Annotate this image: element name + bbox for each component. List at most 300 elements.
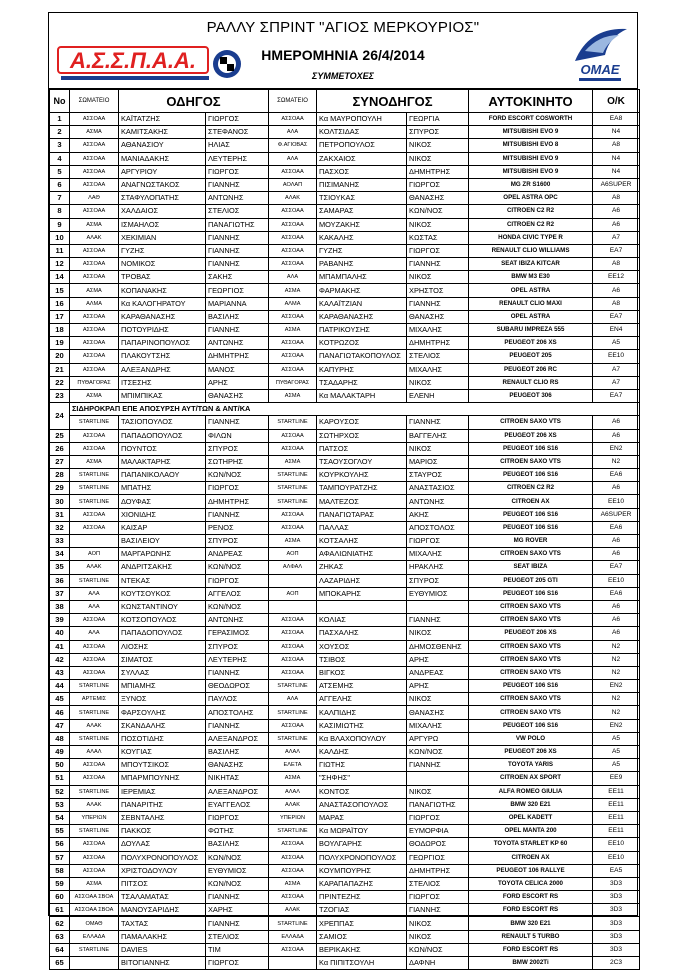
class-code: A6 — [593, 205, 640, 218]
class-code: EE10 — [593, 838, 640, 851]
document-header — [49, 13, 637, 89]
car-model: CITROEN SAXO VTS — [469, 640, 593, 653]
codriver-club: ΑΣΣΟΑΑ — [269, 666, 317, 679]
driver-firstname: ΑΛΕΞΑΝΔΡΟΣ — [206, 785, 269, 798]
driver-club: STARTLINE — [70, 825, 119, 838]
codriver-club — [269, 574, 317, 587]
codriver-club: STARTLINE — [269, 416, 317, 429]
entry-number: 12 — [50, 258, 70, 271]
codriver-surname: ΚΑΡΑΠΑΠΑΖΗΣ — [317, 877, 407, 890]
entry-number: 1 — [50, 113, 70, 126]
codriver-firstname: ΑΚΗΣ — [407, 508, 469, 521]
driver-club: ΑΛΜΑ — [70, 297, 119, 310]
driver-surname: ΠΙΤΣΟΣ — [119, 877, 206, 890]
table-row — [50, 363, 640, 376]
table-row — [50, 205, 640, 218]
entry-number: 43 — [50, 666, 70, 679]
codriver-surname: ΖΑΚΧΑΙΟΣ — [317, 152, 407, 165]
codriver-club: ΑΣΣΟΑΑ — [269, 614, 317, 627]
entry-number: 32 — [50, 521, 70, 534]
driver-firstname: ΑΝΤΩΝΗΣ — [206, 337, 269, 350]
codriver-club: ΑΣΣΟΑΑ — [269, 113, 317, 126]
codriver-surname: Κα ΒΛΑΧΟΠΟΥΛΟΥ — [317, 732, 407, 745]
table-row — [50, 442, 640, 455]
driver-surname: ΚΑΡΑΘΑΝΑΣΗΣ — [119, 310, 206, 323]
class-code: 3D3 — [593, 930, 640, 943]
driver-firstname: ΓΙΑΝΝΗΣ — [206, 244, 269, 257]
driver-firstname: ΛΕΥΤΕΡΗΣ — [206, 653, 269, 666]
codriver-club: ΑΣΣΟΑΑ — [269, 640, 317, 653]
driver-club: STARTLINE — [70, 416, 119, 429]
class-code: EA7 — [593, 310, 640, 323]
table-row — [50, 587, 640, 600]
entry-number: 41 — [50, 640, 70, 653]
table-header-row — [50, 90, 640, 113]
codriver-surname: ΤΣΑΔΑΡΗΣ — [317, 376, 407, 389]
driver-firstname: ΓΙΩΡΓΟΣ — [206, 165, 269, 178]
car-model: CITROEN SAXO VTS — [469, 455, 593, 468]
class-code: EA7 — [593, 244, 640, 257]
codriver-club: ΑΣΜΑ — [269, 284, 317, 297]
class-code: N4 — [593, 126, 640, 139]
sponsor-note: ΣΙΔΗΡΟΚΡΑΠ ΕΠΕ ΑΠΟΣΥΡΣΗ ΑΥΤ/ΤΩΝ & ΑΝΤ/ΚΑ — [70, 403, 640, 416]
entry-number: 63 — [50, 930, 70, 943]
car-model: SUBARU IMPREZA 555 — [469, 324, 593, 337]
codriver-club: STARTLINE — [269, 482, 317, 495]
entry-number: 24 — [50, 403, 70, 429]
table-row — [50, 614, 640, 627]
codriver-surname: ΠΑΣΧΑΛΗΣ — [317, 627, 407, 640]
driver-club: ΟΜΑΘ — [70, 917, 119, 930]
table-row — [50, 719, 640, 732]
table-row — [50, 574, 640, 587]
entry-number: 50 — [50, 759, 70, 772]
codriver-surname: ΚΟΥΡΚΟΥΛΗΣ — [317, 469, 407, 482]
entry-number: 54 — [50, 811, 70, 824]
driver-surname: ΚΑΜΙΤΣΑΚΗΣ — [119, 126, 206, 139]
car-model: CITROEN SAXO VTS — [469, 600, 593, 613]
codriver-firstname: ΑΝΑΣΤΑΣΙΟΣ — [407, 482, 469, 495]
driver-firstname: ΓΙΩΡΓΟΣ — [206, 482, 269, 495]
codriver-club: ΑΣΣΟΑΑ — [269, 508, 317, 521]
driver-surname: ΚΟΥΤΣΟΥΚΟΣ — [119, 587, 206, 600]
entry-number: 58 — [50, 864, 70, 877]
codriver-surname: ΛΑΖΑΡΙΔΗΣ — [317, 574, 407, 587]
entry-number: 4 — [50, 152, 70, 165]
car-model: BMW 2002Ti — [469, 957, 593, 970]
car-model: PEUGEOT 106 RALLYE — [469, 864, 593, 877]
driver-surname: ΤΡΟΒΑΣ — [119, 271, 206, 284]
car-model: OPEL KADETT — [469, 811, 593, 824]
car-model: SEAT IBIZA KITCAR — [469, 258, 593, 271]
codriver-surname: ΤΣΙΟΥΚΑΣ — [317, 192, 407, 205]
entry-number: 22 — [50, 376, 70, 389]
driver-firstname: ΠΑΥΛΟΣ — [206, 693, 269, 706]
driver-firstname: ΒΑΣΙΛΗΣ — [206, 746, 269, 759]
codriver-surname: ΧΟΥΣΟΣ — [317, 640, 407, 653]
entry-number: 30 — [50, 495, 70, 508]
driver-firstname: ΠΑΝΑΓΙΩΤΗΣ — [206, 218, 269, 231]
codriver-firstname: ΓΙΩΡΓΟΣ — [407, 891, 469, 904]
entry-number: 53 — [50, 798, 70, 811]
table-row — [50, 930, 640, 943]
codriver-club: ΕΛΕΤΑ — [269, 759, 317, 772]
entry-number: 48 — [50, 732, 70, 745]
driver-firstname: ΝΙΚΗΤΑΣ — [206, 772, 269, 785]
codriver-surname: ΧΡΕΠΠΑΣ — [317, 917, 407, 930]
driver-club: STARTLINE — [70, 482, 119, 495]
car-model: CITROEN SAXO VTS — [469, 693, 593, 706]
driver-club: ΥΠΕΡΙΩΝ — [70, 811, 119, 824]
driver-surname: ΧΙΟΝΙΔΗΣ — [119, 508, 206, 521]
codriver-club: ΑΣΣΟΑΑ — [269, 205, 317, 218]
driver-club: STARTLINE — [70, 732, 119, 745]
table-row — [50, 310, 640, 323]
driver-firstname: ΓΙΩΡΓΟΣ — [206, 811, 269, 824]
entry-number: 61 — [50, 904, 70, 917]
car-model: PEUGEOT 306 — [469, 389, 593, 402]
driver-club: ΑΛΑ — [70, 600, 119, 613]
driver-surname: ΚΑΪΤΑΤΖΗΣ — [119, 113, 206, 126]
codriver-club: ΑΣΣΟΑΑ — [269, 943, 317, 956]
driver-club: ΑΣΣΟΑΑ — [70, 508, 119, 521]
table-row — [50, 139, 640, 152]
table-row — [50, 561, 640, 574]
class-code: A7 — [593, 376, 640, 389]
driver-firstname: ΓΙΑΝΝΗΣ — [206, 719, 269, 732]
codriver-surname: ΠΑΛΛΑΣ — [317, 521, 407, 534]
codriver-club: ΑΣΣΟΑΑ — [269, 231, 317, 244]
driver-surname: ΜΠΑΤΗΣ — [119, 482, 206, 495]
table-row — [50, 218, 640, 231]
class-code: EE10 — [593, 851, 640, 864]
codriver-club: ΑΣΣΟΑΑ — [269, 337, 317, 350]
driver-surname: ΝΟΜΙΚΟΣ — [119, 258, 206, 271]
car-model: CITROEN SAXO VTS — [469, 653, 593, 666]
codriver-club: STARTLINE — [269, 469, 317, 482]
codriver-firstname: ΕΥΘΥΜΙΟΣ — [407, 587, 469, 600]
table-row — [50, 917, 640, 930]
codriver-surname: ΑΝΑΣΤΑΣΟΠΟΥΛΟΣ — [317, 798, 407, 811]
driver-firstname: ΜΑΡΙΑΝΝΑ — [206, 297, 269, 310]
driver-firstname: ΧΑΡΗΣ — [206, 904, 269, 917]
table-row — [50, 521, 640, 534]
class-code: EA6 — [593, 469, 640, 482]
table-row — [50, 152, 640, 165]
codriver-surname: ΣΑΜΙΟΣ — [317, 930, 407, 943]
table-row — [50, 772, 640, 785]
table-row — [50, 429, 640, 442]
class-code: 2C3 — [593, 957, 640, 970]
driver-club: ΑΣΜΑ — [70, 455, 119, 468]
codriver-surname: ΠΕΤΡΟΠΟΥΛΟΣ — [317, 139, 407, 152]
car-model: CITROEN SAXO VTS — [469, 614, 593, 627]
table-row — [50, 627, 640, 640]
entry-number: 3 — [50, 139, 70, 152]
car-model: HONDA CIVIC TYPE R — [469, 231, 593, 244]
codriver-club: ΑΣΣΟΑΑ — [269, 627, 317, 640]
driver-firstname: ΦΩΤΗΣ — [206, 825, 269, 838]
driver-club: ΑΣΣΟΑΑ ΣΒΟΑ — [70, 904, 119, 917]
table-row — [50, 746, 640, 759]
driver-surname: ΠΟΣΟΤΙΔΗΣ — [119, 732, 206, 745]
codriver-surname: ΚΑΛΔΗΣ — [317, 746, 407, 759]
codriver-club — [269, 600, 317, 613]
class-code: EA7 — [593, 561, 640, 574]
table-row — [50, 324, 640, 337]
col-club: ΣΩΜΑΤΕΙΟ — [70, 90, 119, 113]
codriver-surname: ΠΙΣΙΜΑΝΗΣ — [317, 178, 407, 191]
codriver-firstname: ΓΕΩΡΓΙΟΣ — [407, 851, 469, 864]
codriver-firstname: ΣΤΕΛΙΟΣ — [407, 350, 469, 363]
table-row — [50, 126, 640, 139]
codriver-surname: ΜΠΑΜΠΑΛΗΣ — [317, 271, 407, 284]
omae-logo — [569, 21, 631, 85]
class-code: A7 — [593, 363, 640, 376]
driver-firstname: ΑΝΤΩΝΗΣ — [206, 614, 269, 627]
driver-firstname: ΑΠΟΣΤΟΛΗΣ — [206, 706, 269, 719]
driver-club: ΑΛΑ — [70, 587, 119, 600]
codriver-firstname: ΓΙΑΝΝΗΣ — [407, 904, 469, 917]
codriver-club: ΑΣΣΟΑΑ — [269, 165, 317, 178]
codriver-firstname: ΑΠΟΣΤΟΛΟΣ — [407, 521, 469, 534]
entries-table — [49, 89, 640, 970]
codriver-surname: ΓΥΖΗΣ — [317, 244, 407, 257]
class-code: A5 — [593, 337, 640, 350]
codriver-surname: ΚΑΛΠΙΔΗΣ — [317, 706, 407, 719]
codriver-surname: ΑΦΑΛΙΩΝΙΑΤΗΣ — [317, 548, 407, 561]
driver-club: ΑΛΑΚ — [70, 798, 119, 811]
codriver-club — [269, 957, 317, 970]
class-code: A6 — [593, 218, 640, 231]
driver-firstname: ΣΤΕΛΙΟΣ — [206, 930, 269, 943]
driver-club: ΑΛΑΛ — [70, 746, 119, 759]
class-code: A8 — [593, 297, 640, 310]
driver-firstname: ΓΙΩΡΓΟΣ — [206, 113, 269, 126]
driver-club — [70, 957, 119, 970]
car-model: TOYOTA CELICA 2000 — [469, 877, 593, 890]
driver-firstname: ΘΑΝΑΣΗΣ — [206, 389, 269, 402]
codriver-club: ΑΣΣΟΑΑ — [269, 244, 317, 257]
driver-club: ΑΣΣΟΑΑ — [70, 851, 119, 864]
codriver-club: ΑΣΣΟΑΑ — [269, 258, 317, 271]
codriver-club: ΑΛΑ — [269, 152, 317, 165]
car-model: PEUGEOT 206 XS — [469, 337, 593, 350]
codriver-firstname: ΝΙΚΟΣ — [407, 917, 469, 930]
class-code: 3D3 — [593, 917, 640, 930]
driver-club: ΑΣΣΟΑΑ — [70, 324, 119, 337]
codriver-club: ΑΛΑ — [269, 126, 317, 139]
class-code: N2 — [593, 653, 640, 666]
driver-surname: ΤΣΑΛΑΜΑΤΑΣ — [119, 891, 206, 904]
driver-firstname: ΚΩΝ/ΝΟΣ — [206, 561, 269, 574]
car-model: MG ROVER — [469, 535, 593, 548]
entry-number: 64 — [50, 943, 70, 956]
table-row — [50, 416, 640, 429]
codriver-firstname: ΚΩΣΤΑΣ — [407, 231, 469, 244]
codriver-surname: ΜΟΥΖΑΚΗΣ — [317, 218, 407, 231]
codriver-surname: ΤΖΟΓΙΑΣ — [317, 904, 407, 917]
driver-club: ΑΣΣΟΑΑ — [70, 337, 119, 350]
codriver-surname: "ΣΗΦΗΣ" — [317, 772, 407, 785]
codriver-firstname: ΣΤΕΛΙΟΣ — [407, 877, 469, 890]
driver-firstname: ΣΩΤΗΡΗΣ — [206, 455, 269, 468]
driver-firstname: ΓΕΩΡΓΙΟΣ — [206, 284, 269, 297]
car-model: MG ZR S1600 — [469, 178, 593, 191]
codriver-club: ΑΛΑΛ — [269, 785, 317, 798]
driver-club: ΑΣΜΑ — [70, 877, 119, 890]
table-row — [50, 376, 640, 389]
table-row — [50, 811, 640, 824]
driver-surname: ΜΠΟΥΤΣΙΚΟΣ — [119, 759, 206, 772]
table-row — [50, 508, 640, 521]
entry-number: 27 — [50, 455, 70, 468]
class-code: A6SUPER — [593, 178, 640, 191]
codriver-firstname: ΕΥΜΟΡΦΙΑ — [407, 825, 469, 838]
codriver-surname: ΚΟΤΡΩΖΟΣ — [317, 337, 407, 350]
driver-firstname: ΔΗΜΗΤΡΗΣ — [206, 495, 269, 508]
driver-club: STARTLINE — [70, 785, 119, 798]
driver-surname: ΓΥΖΗΣ — [119, 244, 206, 257]
codriver-firstname: ΠΑΝΑΓΙΩΤΗΣ — [407, 798, 469, 811]
codriver-surname: ΚΑΠΥΡΗΣ — [317, 363, 407, 376]
class-code: A6 — [593, 535, 640, 548]
codriver-club: STARTLINE — [269, 825, 317, 838]
table-row — [50, 785, 640, 798]
codriver-surname: ΖΗΚΑΣ — [317, 561, 407, 574]
entry-number: 35 — [50, 561, 70, 574]
car-model: CITROEN SAXO VTS — [469, 548, 593, 561]
codriver-surname: ΤΑΜΠΟΥΡΑΤΖΗΣ — [317, 482, 407, 495]
car-model: PEUGEOT 206 XS — [469, 627, 593, 640]
car-model: CITROEN SAXO VTS — [469, 706, 593, 719]
driver-surname: ΣΙΜΑΤΟΣ — [119, 653, 206, 666]
col-no: No — [50, 90, 70, 113]
codriver-firstname: ΚΩΝ/ΝΟΣ — [407, 943, 469, 956]
codriver-club: ΑΣΜΑ — [269, 455, 317, 468]
codriver-firstname: ΧΡΗΣΤΟΣ — [407, 284, 469, 297]
class-code: EN2 — [593, 719, 640, 732]
table-row — [50, 732, 640, 745]
codriver-surname: ΜΑΡΑΣ — [317, 811, 407, 824]
driver-surname: ΚΟΤΣΟΠΟΥΛΟΣ — [119, 614, 206, 627]
codriver-firstname — [407, 600, 469, 613]
codriver-club: ΑΣΜΑ — [269, 535, 317, 548]
class-code: EE10 — [593, 350, 640, 363]
codriver-club: ΑΛΦΑΛ — [269, 561, 317, 574]
driver-surname: ΣΤΑΦΥΛΟΠΑΤΗΣ — [119, 192, 206, 205]
entry-number: 47 — [50, 719, 70, 732]
driver-firstname: ΓΙΑΝΝΗΣ — [206, 917, 269, 930]
driver-firstname: TIM — [206, 943, 269, 956]
table-row — [50, 337, 640, 350]
driver-firstname: ΒΑΣΙΛΗΣ — [206, 310, 269, 323]
driver-surname: ΜΑΝΙΑΔΑΚΗΣ — [119, 152, 206, 165]
class-code: A5 — [593, 732, 640, 745]
driver-surname: ΜΑΛΑΚΤΑΡΗΣ — [119, 455, 206, 468]
driver-firstname: ΓΕΡΑΣΙΜΟΣ — [206, 627, 269, 640]
driver-surname: ΒΙΤΟΓΙΑΝΝΗΣ — [119, 957, 206, 970]
car-model: TOYOTA STARLET KP 60 — [469, 838, 593, 851]
codriver-firstname: ΑΡΓΥΡΩ — [407, 732, 469, 745]
codriver-club: STARTLINE — [269, 680, 317, 693]
class-code: N2 — [593, 666, 640, 679]
codriver-club: ΑΛΑΚ — [269, 904, 317, 917]
driver-club: ΑΣΜΑ — [70, 284, 119, 297]
table-row — [50, 389, 640, 402]
car-model: PEUGEOT 106 S16 — [469, 680, 593, 693]
driver-surname: ΠΑΠΑΔΟΠΟΥΛΟΣ — [119, 627, 206, 640]
class-code: A5 — [593, 759, 640, 772]
table-row — [50, 258, 640, 271]
driver-club: STARTLINE — [70, 680, 119, 693]
driver-club: ΑΛΑΚ — [70, 561, 119, 574]
class-code: 3D3 — [593, 904, 640, 917]
driver-firstname: ΓΙΩΡΓΟΣ — [206, 957, 269, 970]
driver-surname: ΧΕΚΙΜΙΑΝ — [119, 231, 206, 244]
car-model: MITSUBISHI EVO 9 — [469, 126, 593, 139]
codriver-club: ΥΠΕΡΙΩΝ — [269, 811, 317, 824]
codriver-firstname: ΜΙΧΑΛΗΣ — [407, 719, 469, 732]
car-model: SEAT IBIZA — [469, 561, 593, 574]
table-row — [50, 455, 640, 468]
codriver-surname: ΚΟΥΜΠΟΥΡΗΣ — [317, 864, 407, 877]
table-row — [50, 706, 640, 719]
driver-club: ΑΣΣΟΑΑ — [70, 244, 119, 257]
driver-surname: ΑΘΑΝΑΣΙΟΥ — [119, 139, 206, 152]
driver-surname: ΣΥΛΛΑΣ — [119, 666, 206, 679]
entry-number: 2 — [50, 126, 70, 139]
codriver-surname: Κα ΜΩΡΑΪΤΟΥ — [317, 825, 407, 838]
car-model: OPEL ASTRA OPC — [469, 192, 593, 205]
col-codriver: ΣΥΝΟΔΗΓΟΣ — [317, 90, 469, 113]
table-row — [50, 798, 640, 811]
codriver-firstname: ΣΠΥΡΟΣ — [407, 126, 469, 139]
entry-number: 62 — [50, 917, 70, 930]
car-model: CITROEN SAXO VTS — [469, 666, 593, 679]
driver-firstname: ΗΛΙΑΣ — [206, 139, 269, 152]
car-model: CITROEN AX SPORT — [469, 772, 593, 785]
table-row — [50, 165, 640, 178]
driver-surname: ΜΑΝΟΥΣΑΡΙΔΗΣ — [119, 904, 206, 917]
driver-firstname: ΑΓΓΕΛΟΣ — [206, 587, 269, 600]
driver-surname: ΙΣΜΑΗΛΟΣ — [119, 218, 206, 231]
car-model: TOYOTA YARIS — [469, 759, 593, 772]
entry-number: 40 — [50, 627, 70, 640]
entry-number: 9 — [50, 218, 70, 231]
codriver-firstname: ΘΑΝΑΣΗΣ — [407, 310, 469, 323]
codriver-firstname: ΔΗΜΗΤΡΗΣ — [407, 165, 469, 178]
codriver-club: ΑΟΛΑΠ — [269, 178, 317, 191]
codriver-club: ΑΣΜΑ — [269, 877, 317, 890]
entry-number: 7 — [50, 192, 70, 205]
codriver-firstname: ΔΗΜΗΤΡΗΣ — [407, 864, 469, 877]
entry-number: 28 — [50, 469, 70, 482]
codriver-surname: ΒΕΡΙΚΑΚΗΣ — [317, 943, 407, 956]
class-code: A6SUPER — [593, 508, 640, 521]
car-model: BMW M3 E30 — [469, 271, 593, 284]
codriver-surname: ΠΑΝΑΓΙΩΤΑΡΑΣ — [317, 508, 407, 521]
driver-surname: ΚΟΥΓΙΑΣ — [119, 746, 206, 759]
table-row — [50, 284, 640, 297]
codriver-surname: ΚΑΣΙΜΙΩΤΗΣ — [317, 719, 407, 732]
entry-number: 33 — [50, 535, 70, 548]
class-code: A6 — [593, 416, 640, 429]
codriver-firstname: ΔΗΜΗΤΡΗΣ — [407, 337, 469, 350]
car-model: FORD ESCORT RS — [469, 904, 593, 917]
driver-club: STARTLINE — [70, 706, 119, 719]
car-model: RENAULT CLIO MAXI — [469, 297, 593, 310]
